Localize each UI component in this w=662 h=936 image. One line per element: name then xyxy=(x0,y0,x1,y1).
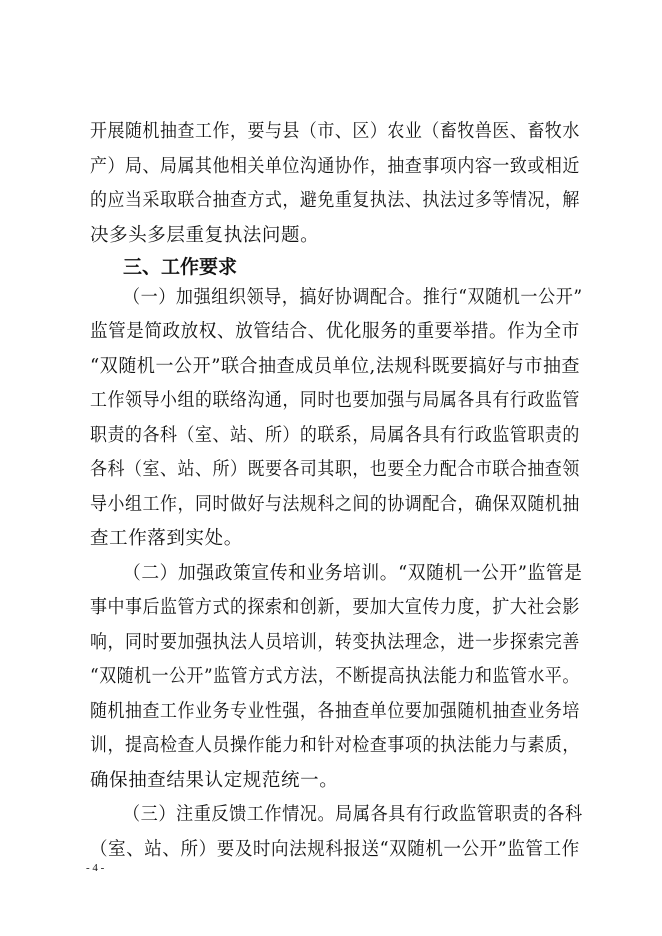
text-line: （二）加强政策宣传和业务培训。“双随机一公开”监管是 xyxy=(123,563,583,584)
text-line: 监管是简政放权、放管结合、优化服务的重要举措。作为全市 xyxy=(90,321,580,342)
text-line: 确保抽查结果认定规范统一。 xyxy=(90,770,339,791)
text-line: 训，提高检查人员操作能力和针对检查事项的执法能力与素质， xyxy=(90,735,580,756)
text-line: 的应当采取联合抽查方式，避免重复执法、执法过多等情况，解 xyxy=(90,190,580,211)
text-line: 事中事后监管方式的探索和创新，要加大宣传力度，扩大社会影 xyxy=(90,597,580,618)
text-line: “双随机一公开”联合抽查成员单位,法规科既要搞好与市抽查 xyxy=(90,356,581,377)
text-line: 随机抽查工作业务专业性强，各抽查单位要加强随机抽查业务培 xyxy=(90,701,580,722)
text-line: 产）局、局属其他相关单位沟通协作，抽查事项内容一致或相近 xyxy=(90,156,580,177)
text-line: 决多头多层重复执法问题。 xyxy=(90,225,320,246)
text-line: 各科（室、站、所）既要各司其职，也要全力配合市联合抽查领 xyxy=(90,459,580,480)
section-heading: 三、工作要求 xyxy=(123,256,238,278)
text-line: 开展随机抽查工作，要与县（市、区）农业（畜牧兽医、畜牧水 xyxy=(90,121,580,142)
text-line: （三）注重反馈工作情况。局属各具有行政监管职责的各科 xyxy=(123,804,583,825)
text-line: 响，同时要加强执法人员培训，转变执法理念，进一步探索完善 xyxy=(90,632,580,653)
page-number: - 4 - xyxy=(86,862,105,874)
text-line: 查工作落到实处。 xyxy=(90,528,243,549)
text-line: 导小组工作，同时做好与法规科之间的协调配合，确保双随机抽 xyxy=(90,494,580,515)
text-line: （室、站、所）要及时向法规科报送“双随机一公开”监管工作 xyxy=(90,839,580,860)
text-line: 工作领导小组的联络沟通，同时也要加强与局属各具有行政监管 xyxy=(90,390,580,411)
text-line: “双随机一公开”监管方式方法，不断提高执法能力和监管水平。 xyxy=(90,666,580,687)
text-line: 职责的各科（室、站、所）的联系，局属各具有行政监管职责的 xyxy=(90,425,580,446)
text-line: （一）加强组织领导，搞好协调配合。推行“双随机一公开” xyxy=(123,287,583,308)
